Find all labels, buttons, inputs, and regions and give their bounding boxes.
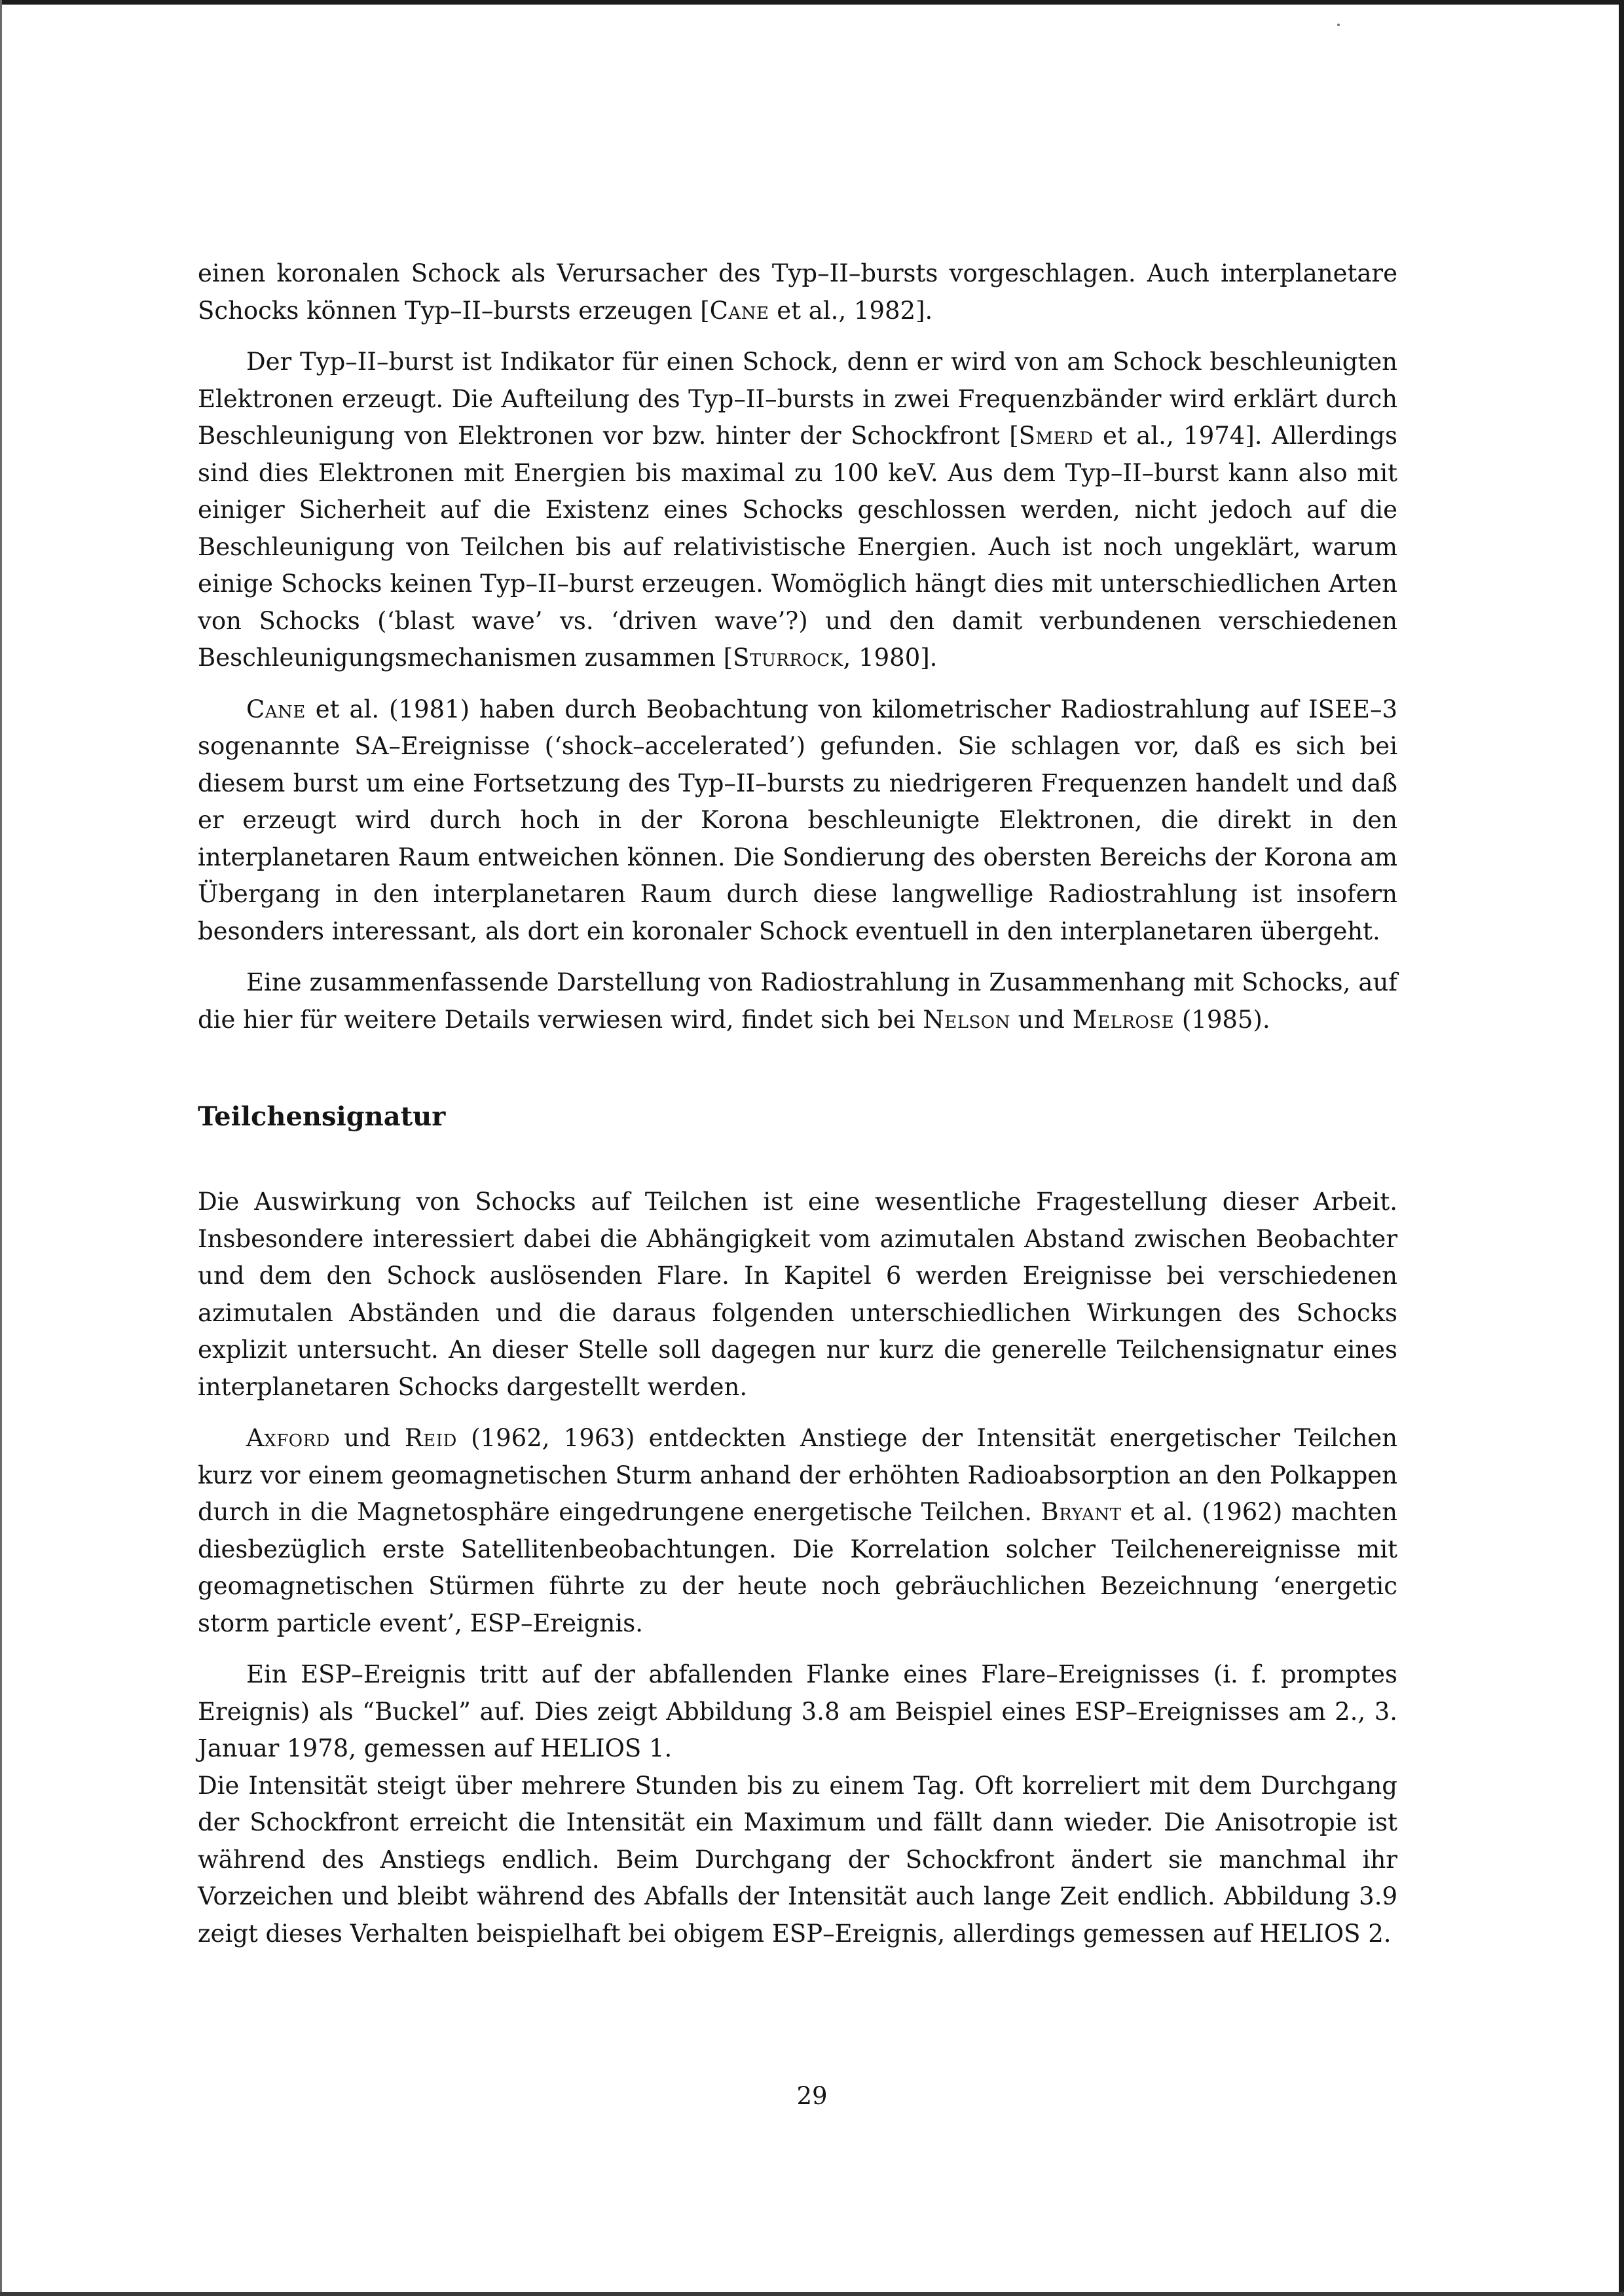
paragraph-7 <box>198 1656 1397 1768</box>
citation-smerd: Smerd <box>1018 422 1094 450</box>
paragraph-4 <box>198 964 1397 1038</box>
citation-cane: Cane <box>709 296 769 325</box>
citation-cane-1981: Cane <box>246 695 306 723</box>
section-heading: Teilchensignatur <box>198 1101 446 1132</box>
scan-edge-bottom <box>0 2292 1624 2296</box>
paragraph-4-tail: (1985). <box>1174 1005 1270 1034</box>
citation-axford: Axford <box>246 1424 331 1452</box>
scan-edge-top <box>0 0 1624 5</box>
paragraph-3 <box>198 691 1397 951</box>
paragraph-6 <box>198 1420 1397 1642</box>
citation-melrose: Melrose <box>1072 1005 1175 1034</box>
paragraph-6-text: (1962, 1963) entdeckten Anstiege der Intensität energetischer Teilchen kurz vor einem geomagnetischen Sturm anhand der erhöhten Radioabsorption an den Polkappen durch in die Magnetosphäre eingedrungene energetische Teilchen. <box>198 1424 1397 1526</box>
scan-edge-right <box>1619 0 1624 2296</box>
scan-speck <box>1337 24 1340 26</box>
paragraph-4-mid: und <box>1010 1005 1073 1034</box>
scan-edge-left <box>0 0 2 2296</box>
paragraph-3-text: et al. (1981) haben durch Beobachtung von kilometrischer Radiostrahlung auf ISEE–3 sogenannte SA–Ereignisse (‘shock–accelerated’) gefunden. Sie schlagen vor, daß es sich bei diesem burst um eine Fortsetzung des Typ–II–bursts zu niedrigeren Frequenzen handelt und daß er erzeugt wird durch hoch in der Korona beschleunigte Elektronen, die direkt in den interplanetaren Raum entweichen können. Die Sondierung des obersten Bereichs der Korona am Übergang in den interplanetaren Raum durch diese langwellige Radiostrahlung ist insofern besonders interessant, als dort ein koronaler Schock eventuell in den interplanetaren übergeht. <box>198 695 1397 945</box>
paragraph-2-text-a: Der Typ–II–burst ist Indikator für einen Schock, denn er wird von am Schock beschleunigten Elektronen erzeugt. Die Aufteilung des Typ–II–bursts in zwei Frequenzbänder wird erklärt durch Beschleunigung von Elektronen vor bzw. hinter der Schockfront [ <box>198 348 1397 450</box>
paragraph-5-text: Die Auswirkung von Schocks auf Teilchen ist eine wesentliche Fragestellung dieser Arbeit. Insbesondere interessiert dabei die Abhängigkeit vom azimutalen Abstand zwischen Beobachter und dem den Schock auslösenden Flare. In Kapitel 6 werden Ereignisse bei verschiedenen azimutalen Abständen und die daraus folgenden unterschiedlichen Wirkungen des Schocks explizit untersucht. An dieser Stelle soll dagegen nur kurz die generelle Teilchensignatur eines interplanetaren Schocks dargestellt werden. <box>198 1188 1397 1401</box>
paragraph-1 <box>198 255 1397 329</box>
body-text <box>198 255 1397 1967</box>
citation-bryant: Bryant <box>1041 1498 1122 1526</box>
citation-reid: Reid <box>404 1424 457 1452</box>
paragraph-1-tail: et al., 1982]. <box>769 296 933 325</box>
paragraph-6-mid: und <box>330 1424 405 1452</box>
paragraph-1-text: einen koronalen Schock als Verursacher des Typ–II–bursts vorgeschlagen. Auch interplanetare Schocks können Typ–II–bursts erzeugen [ <box>198 259 1397 325</box>
paragraph-8 <box>198 1768 1397 1953</box>
paragraph-2-text-c: , 1980]. <box>843 644 938 672</box>
paragraph-4-text: Eine zusammenfassende Darstellung von Radiostrahlung in Zusammenhang mit Schocks, auf die hier für weitere Details verwiesen wird, findet sich bei <box>198 968 1397 1034</box>
citation-nelson: Nelson <box>923 1005 1010 1034</box>
citation-sturrock: Sturrock <box>733 644 843 672</box>
paragraph-2 <box>198 344 1397 677</box>
page-number: 29 <box>796 2082 828 2110</box>
paragraph-6-tail: et al. (1962) machten diesbezüglich erste Satellitenbeobachtungen. Die Korrelation solcher Teilchenereignisse mit geomagnetischen Stürmen führte zu der heute noch gebräuchlichen Bezeichnung ‘energetic storm particle event’, ESP–Ereignis. <box>198 1498 1397 1637</box>
paragraph-7-text: Ein ESP–Ereignis tritt auf der abfallenden Flanke eines Flare–Ereignisses (i. f. promptes Ereignis) als “Buckel” auf. Dies zeigt Abbildung 3.8 am Beispiel eines ESP–Ereignisses am 2., 3. Januar 1978, gemessen auf HELIOS 1. <box>198 1660 1397 1762</box>
paragraph-8-text: Die Intensität steigt über mehrere Stunden bis zu einem Tag. Oft korreliert mit dem Durchgang der Schockfront erreicht die Intensität ein Maximum und fällt dann wieder. Die Anisotropie ist während des Anstiegs endlich. Beim Durchgang der Schockfront ändert sie manchmal ihr Vorzeichen und bleibt während des Abfalls der Intensität auch lange Zeit endlich. Abbildung 3.9 zeigt dieses Verhalten beispielhaft bei obigem ESP–Ereignis, allerdings gemessen auf HELIOS 2. <box>198 1771 1397 1948</box>
paragraph-2-text-b: et al., 1974]. Allerdings sind dies Elektronen mit Energien bis maximal zu 100 keV. Aus dem Typ–II–burst kann also mit einiger Sicherheit auf die Existenz eines Schocks geschlossen werden, nicht jedoch auf die Beschleunigung von Teilchen bis auf relativistische Energien. Auch ist noch ungeklärt, warum einige Schocks keinen Typ–II–burst erzeugen. Womöglich hängt dies mit unterschiedlichen Arten von Schocks (‘blast wave’ vs. ‘driven wave’?) und den damit verbundenen verschiedenen Beschleunigungsmechanismen zusammen [ <box>198 422 1397 672</box>
paragraph-5 <box>198 1184 1397 1406</box>
